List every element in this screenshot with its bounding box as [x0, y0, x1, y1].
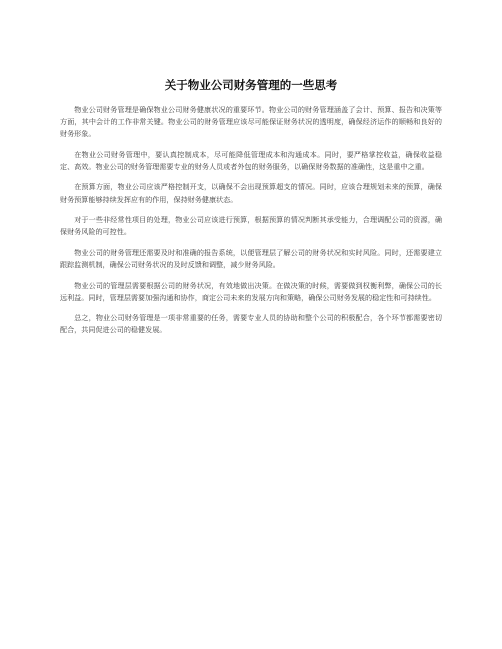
paragraph-4: 对于一些非经常性项目的处理，物业公司应该进行预算，根据预算的情况判断其承受能力，合理调配公司的资源，确保财务风险的可控性。: [60, 215, 442, 237]
document-page: [60, 77, 442, 345]
paragraph-3: 在预算方面，物业公司应该严格控制开支，以确保不会出现预算超支的情况。同时，应该合理规划未来的预算，确保财务预算能够持续发挥应有的作用，保持财务健康状态。: [60, 182, 442, 204]
paragraph-5: 物业公司的财务管理还需要及时和准确的报告系统，以便管理层了解公司的财务状况和实时风险。同时，还需要建立跟踪监测机制，确保公司财务状况的及时反馈和调整，减少财务风险。: [60, 247, 442, 269]
paragraph-6: 物业公司的管理层需要根据公司的财务状况，有效地做出决策。在做决策的时候，需要做到权衡利弊，确保公司的长远利益。同时，管理层需要加强沟通和协作，商定公司未来的发展方向和策略，确保公司财务发展的稳定性和可持续性。: [60, 280, 442, 302]
document-title: 关于物业公司财务管理的一些思考: [164, 78, 338, 92]
paragraph-7: 总之，物业公司财务管理是一项非常重要的任务，需要专业人员的协助和整个公司的积极配合，各个环节都需要密切配合，共同促进公司的稳健发展。: [60, 313, 442, 335]
paragraph-1: 物业公司财务管理是确保物业公司财务健康状况的重要环节。物业公司的财务管理涵盖了会计、预算、报告和决策等方面，其中会计的工作非常关键。物业公司的财务管理应该尽可能保证财务状况的透明度，确保经济运作的顺畅和良好的财务形象。: [60, 105, 442, 139]
paragraph-2: 在物业公司财务管理中，要认真控制成本，尽可能降低管理成本和沟通成本。同时，要严格掌控收益，确保收益稳定、高效。物业公司的财务管理需要专业的财务人员或者外包的财务服务，以确保财务数据的准确性，这是重中之重。: [60, 149, 442, 171]
